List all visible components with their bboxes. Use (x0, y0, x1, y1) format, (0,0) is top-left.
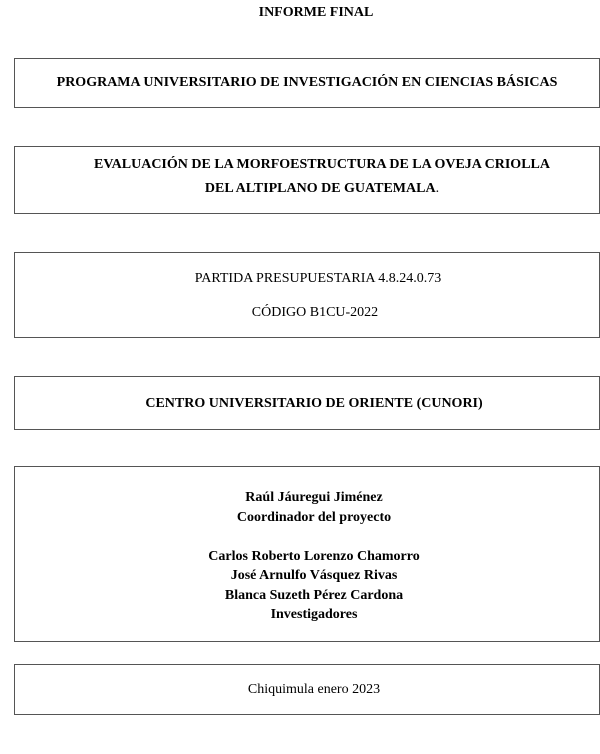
team-spacer (29, 527, 599, 547)
project-title-line-1: EVALUACIÓN DE LA MORFOESTRUCTURA DE LA OVEJA CRIOLLA (94, 157, 550, 172)
report-title: INFORME FINAL (258, 5, 374, 20)
researcher-name: José Arnulfo Vásquez Rivas (230, 568, 398, 583)
researchers-role: Investigadores (270, 607, 358, 622)
place-date-box (14, 664, 600, 715)
program-name: PROGRAMA UNIVERSITARIO DE INVESTIGACIÓN EN CIENCIAS BÁSICAS (56, 75, 558, 90)
center-box (14, 376, 600, 430)
researcher-name: Blanca Suzeth Pérez Cardona (224, 587, 404, 603)
coordinator-role: Coordinador del proyecto (236, 509, 392, 525)
researcher-name: Carlos Roberto Lorenzo Chamorro (208, 548, 420, 564)
team-list (15, 467, 599, 625)
program-box (14, 58, 600, 108)
budget-line: PARTIDA PRESUPUESTARIA 4.8.24.0.73 (194, 271, 442, 286)
budget-box (14, 252, 600, 338)
coordinator-name: Raúl Jáuregui Jiménez (245, 490, 383, 505)
team-box (14, 466, 600, 642)
project-title (15, 147, 599, 201)
project-code: CÓDIGO B1CU-2022 (251, 305, 379, 320)
place-date: Chiquimula enero 2023 (247, 682, 381, 697)
project-title-line-2: DEL ALTIPLANO DE GUATEMALA (204, 181, 436, 196)
project-title-box (14, 146, 600, 214)
project-title-period: . (435, 181, 440, 196)
center-name: CENTRO UNIVERSITARIO DE ORIENTE (CUNORI) (145, 396, 483, 411)
